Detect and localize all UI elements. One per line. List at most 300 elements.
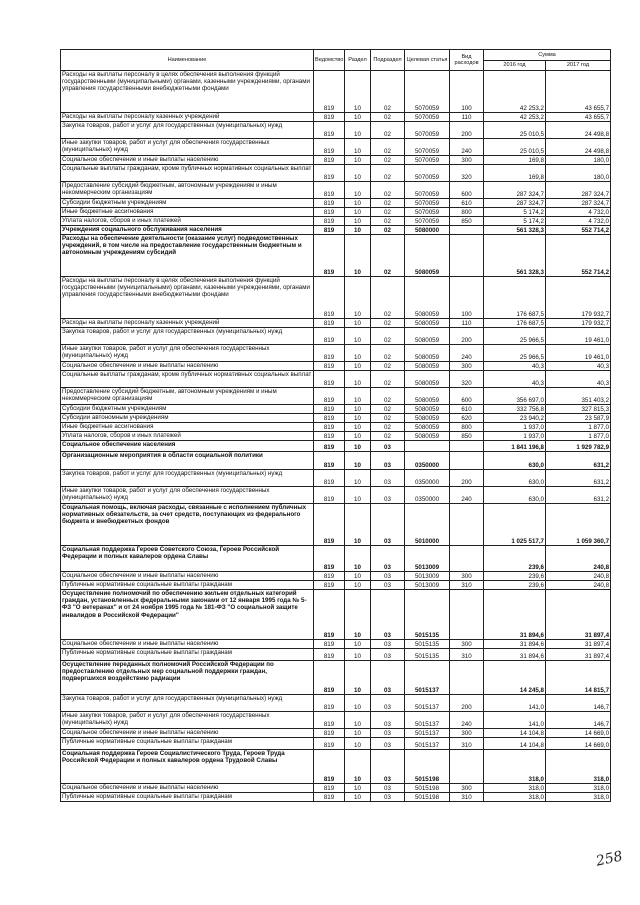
cell-s: 10 <box>345 235 371 277</box>
cell-d: 819 <box>314 784 345 793</box>
cell-t: 240 <box>450 345 484 362</box>
cell-ss: 03 <box>371 649 405 661</box>
cell-d: 819 <box>314 165 345 182</box>
cell-name: Социальная поддержка Героев Советского Союза, Героев Российской Федерации и полных кавалеров ордена Славы <box>61 546 314 572</box>
cell-ss: 02 <box>371 362 405 371</box>
cell-d: 819 <box>314 371 345 388</box>
cell-s: 10 <box>345 199 371 208</box>
cell-d: 819 <box>314 122 345 139</box>
cell-v1: 25 966,5 <box>484 345 546 362</box>
cell-v2: 14 669,0 <box>546 738 611 750</box>
cell-d: 819 <box>314 182 345 199</box>
cell-d: 819 <box>314 581 345 590</box>
cell-a: 5070059 <box>405 156 450 165</box>
cell-s: 10 <box>345 784 371 793</box>
cell-v2: 14 669,0 <box>546 729 611 738</box>
table-row <box>61 345 611 362</box>
table-row <box>61 208 611 217</box>
cell-v2: 14 815,7 <box>546 661 611 695</box>
cell-v2: 146,7 <box>546 712 611 729</box>
cell-a: 5080059 <box>405 345 450 362</box>
cell-v1: 40,3 <box>484 362 546 371</box>
cell-v2: 1 877,0 <box>546 423 611 432</box>
cell-a: 0350000 <box>405 487 450 504</box>
cell-s: 10 <box>345 572 371 581</box>
cell-v1: 31 894,6 <box>484 649 546 661</box>
cell-v1: 332 756,8 <box>484 405 546 414</box>
cell-name: Предоставление субсидий бюджетным, автономным учреждениям и иным некоммерческим организациям <box>61 182 314 199</box>
cell-name: Иные закупки товаров, работ и услуг для обеспечения государственных (муниципальных) нужд <box>61 345 314 362</box>
cell-v2: 43 655,7 <box>546 113 611 122</box>
cell-name: Социальное обеспечение и иные выплаты населению <box>61 156 314 165</box>
cell-a: 5070059 <box>405 208 450 217</box>
cell-ss: 02 <box>371 423 405 432</box>
cell-d: 819 <box>314 590 345 640</box>
cell-s: 10 <box>345 432 371 441</box>
cell-s: 10 <box>345 208 371 217</box>
cell-t: 110 <box>450 319 484 328</box>
cell-v2: 40,3 <box>546 371 611 388</box>
budget-table <box>60 49 611 802</box>
cell-v1: 1 937,0 <box>484 432 546 441</box>
cell-name: Социальное обеспечение населения <box>61 441 314 452</box>
cell-d: 819 <box>314 649 345 661</box>
cell-a: 5070059 <box>405 182 450 199</box>
cell-ss: 02 <box>371 139 405 156</box>
table-row <box>61 405 611 414</box>
cell-d: 819 <box>314 729 345 738</box>
cell-v2: 552 714,2 <box>546 235 611 277</box>
cell-v2: 318,0 <box>546 750 611 784</box>
cell-s: 10 <box>345 712 371 729</box>
table-row <box>61 235 611 277</box>
cell-v1: 25 966,5 <box>484 328 546 345</box>
cell-v1: 287 324,7 <box>484 199 546 208</box>
cell-t <box>450 504 484 546</box>
cell-v1: 141,0 <box>484 695 546 712</box>
cell-ss: 02 <box>371 199 405 208</box>
cell-v2: 240,8 <box>546 572 611 581</box>
cell-name: Закупка товаров, работ и услуг для государственных (муниципальных) нужд <box>61 695 314 712</box>
cell-v1: 169,8 <box>484 156 546 165</box>
cell-d: 819 <box>314 793 345 802</box>
table-row <box>61 793 611 802</box>
cell-d: 819 <box>314 235 345 277</box>
cell-v2: 240,8 <box>546 581 611 590</box>
cell-d: 819 <box>314 487 345 504</box>
cell-name: Субсидии бюджетным учреждениям <box>61 199 314 208</box>
cell-name: Субсидии автономным учреждениям <box>61 414 314 423</box>
cell-s: 10 <box>345 640 371 649</box>
table-row <box>61 432 611 441</box>
cell-v2: 23 587,9 <box>546 414 611 423</box>
cell-d: 819 <box>314 695 345 712</box>
cell-ss: 02 <box>371 235 405 277</box>
cell-t: 310 <box>450 649 484 661</box>
cell-s: 10 <box>345 328 371 345</box>
cell-t: 610 <box>450 405 484 414</box>
cell-a: 5070059 <box>405 139 450 156</box>
cell-t: 800 <box>450 208 484 217</box>
table-row <box>61 452 611 470</box>
table-row <box>61 71 611 113</box>
cell-ss: 03 <box>371 793 405 802</box>
table-row <box>61 199 611 208</box>
cell-name: Закупка товаров, работ и услуг для государственных (муниципальных) нужд <box>61 122 314 139</box>
cell-d: 819 <box>314 750 345 784</box>
cell-v2: 631,2 <box>546 470 611 487</box>
table-row <box>61 319 611 328</box>
cell-d: 819 <box>314 661 345 695</box>
cell-ss: 02 <box>371 328 405 345</box>
budget-table-page <box>60 49 610 802</box>
cell-name: Предоставление субсидий бюджетным, автономным учреждениям и иным некоммерческим организациям <box>61 388 314 405</box>
cell-ss: 02 <box>371 113 405 122</box>
cell-a: 5070059 <box>405 113 450 122</box>
cell-v1: 318,0 <box>484 750 546 784</box>
header-section: Раздел <box>345 50 371 71</box>
cell-a: 5080059 <box>405 405 450 414</box>
cell-name: Осуществление полномочий по обеспечению жильем отдельных категорий граждан, установленных федеральными законами от 12 января 1995 года № 5-ФЗ "О ветеранах" и от 24 ноября 1995 года № 181-ФЗ "О социальной защите инвалидов в Российской Федерации" <box>61 590 314 640</box>
table-row <box>61 441 611 452</box>
cell-name: Закупка товаров, работ и услуг для государственных (муниципальных) нужд <box>61 470 314 487</box>
cell-s: 10 <box>345 470 371 487</box>
cell-s: 10 <box>345 122 371 139</box>
cell-v2: 631,2 <box>546 487 611 504</box>
table-row <box>61 729 611 738</box>
cell-d: 819 <box>314 362 345 371</box>
cell-name: Иные бюджетные ассигнования <box>61 423 314 432</box>
table-row <box>61 738 611 750</box>
cell-v2: 24 498,8 <box>546 122 611 139</box>
cell-s: 10 <box>345 649 371 661</box>
cell-ss: 02 <box>371 277 405 319</box>
cell-v1: 31 894,6 <box>484 590 546 640</box>
table-row <box>61 581 611 590</box>
cell-t: 200 <box>450 695 484 712</box>
cell-t: 310 <box>450 581 484 590</box>
header-article: Целевая статья <box>405 50 450 71</box>
cell-name: Публичные нормативные социальные выплаты гражданам <box>61 581 314 590</box>
cell-s: 10 <box>345 504 371 546</box>
cell-ss: 03 <box>371 452 405 470</box>
cell-v1: 561 328,3 <box>484 226 546 235</box>
cell-v1: 25 010,5 <box>484 139 546 156</box>
cell-s: 10 <box>345 319 371 328</box>
cell-ss: 02 <box>371 414 405 423</box>
cell-name: Социальная поддержка Героев Социалистического Труда, Героев Труда Российской Федерации и полных кавалеров ордена Трудовой Славы <box>61 750 314 784</box>
table-row <box>61 590 611 640</box>
table-row <box>61 182 611 199</box>
cell-v2: 179 932,7 <box>546 319 611 328</box>
cell-a: 5080059 <box>405 371 450 388</box>
cell-s: 10 <box>345 423 371 432</box>
cell-a: 5015137 <box>405 738 450 750</box>
cell-ss: 02 <box>371 156 405 165</box>
cell-name: Закупка товаров, работ и услуг для государственных (муниципальных) нужд <box>61 328 314 345</box>
cell-a: 5070059 <box>405 199 450 208</box>
cell-s: 10 <box>345 750 371 784</box>
cell-t: 240 <box>450 712 484 729</box>
handwritten-page-number: 258 <box>594 848 625 870</box>
cell-ss: 02 <box>371 226 405 235</box>
header-dept: Ведомство <box>314 50 345 71</box>
cell-s: 10 <box>345 165 371 182</box>
cell-a: 5080059 <box>405 328 450 345</box>
cell-a: 5015137 <box>405 661 450 695</box>
cell-ss: 03 <box>371 470 405 487</box>
cell-t <box>450 226 484 235</box>
cell-s: 10 <box>345 729 371 738</box>
cell-v1: 176 687,5 <box>484 319 546 328</box>
cell-name: Социальное обеспечение и иные выплаты населению <box>61 784 314 793</box>
cell-ss: 03 <box>371 487 405 504</box>
table-row <box>61 226 611 235</box>
cell-name: Организационные мероприятия в области социальной политики <box>61 452 314 470</box>
cell-ss: 03 <box>371 640 405 649</box>
table-row <box>61 487 611 504</box>
cell-v2: 31 897,4 <box>546 590 611 640</box>
cell-name: Иные закупки товаров, работ и услуг для обеспечения государственных (муниципальных) нужд <box>61 487 314 504</box>
cell-ss: 02 <box>371 122 405 139</box>
cell-v1: 287 324,7 <box>484 182 546 199</box>
cell-d: 819 <box>314 441 345 452</box>
cell-t: 600 <box>450 388 484 405</box>
cell-v1: 630,0 <box>484 452 546 470</box>
cell-v1: 318,0 <box>484 793 546 802</box>
cell-a: 0350000 <box>405 452 450 470</box>
cell-a: 5080059 <box>405 432 450 441</box>
cell-v1: 40,3 <box>484 371 546 388</box>
cell-name: Иные бюджетные ассигнования <box>61 208 314 217</box>
cell-t <box>450 661 484 695</box>
cell-v1: 42 253,2 <box>484 113 546 122</box>
cell-name: Осуществление переданных полномочий Российской Федерации по предоставлению отдельных мер социальной поддержки граждан, подвергшихся воздействию радиации <box>61 661 314 695</box>
cell-name: Публичные нормативные социальные выплаты гражданам <box>61 793 314 802</box>
cell-ss: 03 <box>371 581 405 590</box>
header-2017: 2017 год <box>546 61 611 71</box>
cell-ss: 03 <box>371 661 405 695</box>
table-row <box>61 139 611 156</box>
cell-name: Социальное обеспечение и иные выплаты населению <box>61 572 314 581</box>
header-2016: 2016 год <box>484 61 546 71</box>
table-row <box>61 388 611 405</box>
cell-name: Иные закупки товаров, работ и услуг для обеспечения государственных (муниципальных) нужд <box>61 139 314 156</box>
cell-v2: 31 897,4 <box>546 649 611 661</box>
table-row <box>61 640 611 649</box>
cell-v2: 1 929 782,9 <box>546 441 611 452</box>
cell-s: 10 <box>345 452 371 470</box>
cell-t: 200 <box>450 328 484 345</box>
cell-s: 10 <box>345 226 371 235</box>
cell-t: 320 <box>450 371 484 388</box>
header-name: Наименование <box>61 50 314 71</box>
cell-v1: 1 937,0 <box>484 423 546 432</box>
cell-d: 819 <box>314 319 345 328</box>
cell-ss: 02 <box>371 217 405 226</box>
cell-d: 819 <box>314 226 345 235</box>
cell-d: 819 <box>314 423 345 432</box>
table-row <box>61 414 611 423</box>
cell-name: Расходы на выплаты персоналу казенных учреждений <box>61 113 314 122</box>
cell-v2: 24 498,8 <box>546 139 611 156</box>
cell-d: 819 <box>314 217 345 226</box>
table-row <box>61 328 611 345</box>
cell-v1: 318,0 <box>484 784 546 793</box>
cell-v2: 19 461,0 <box>546 345 611 362</box>
cell-v1: 5 174,2 <box>484 217 546 226</box>
table-row <box>61 217 611 226</box>
cell-name: Социальное обеспечение и иные выплаты населению <box>61 362 314 371</box>
cell-d: 819 <box>314 470 345 487</box>
table-row <box>61 784 611 793</box>
cell-v1: 31 894,6 <box>484 640 546 649</box>
cell-s: 10 <box>345 388 371 405</box>
cell-t: 320 <box>450 165 484 182</box>
table-row <box>61 156 611 165</box>
cell-t: 300 <box>450 640 484 649</box>
table-row <box>61 122 611 139</box>
cell-ss: 03 <box>371 590 405 640</box>
cell-ss: 03 <box>371 572 405 581</box>
cell-t: 300 <box>450 784 484 793</box>
cell-t: 300 <box>450 156 484 165</box>
cell-v1: 14 104,8 <box>484 738 546 750</box>
cell-v2: 31 897,4 <box>546 640 611 649</box>
cell-v1: 239,6 <box>484 581 546 590</box>
cell-ss: 02 <box>371 405 405 414</box>
cell-d: 819 <box>314 414 345 423</box>
cell-a: 5013009 <box>405 581 450 590</box>
cell-v1: 1 841 196,8 <box>484 441 546 452</box>
cell-v2: 19 461,0 <box>546 328 611 345</box>
cell-v1: 1 025 517,7 <box>484 504 546 546</box>
cell-v2: 287 324,7 <box>546 199 611 208</box>
header-sum: Сумма <box>484 50 611 61</box>
cell-v1: 25 010,5 <box>484 122 546 139</box>
cell-t <box>450 441 484 452</box>
cell-v2: 240,8 <box>546 546 611 572</box>
cell-name: Расходы на выплаты персоналу в целях обеспечения выполнения функций государственными (муниципальными) органами, казенными учреждениями, органами управления государственными внебюджетными фондами <box>61 71 314 113</box>
cell-v2: 552 714,2 <box>546 226 611 235</box>
cell-s: 10 <box>345 71 371 113</box>
table-row <box>61 470 611 487</box>
cell-s: 10 <box>345 590 371 640</box>
cell-s: 10 <box>345 277 371 319</box>
cell-ss: 03 <box>371 504 405 546</box>
cell-t: 610 <box>450 199 484 208</box>
cell-t: 200 <box>450 470 484 487</box>
cell-t: 300 <box>450 572 484 581</box>
cell-v2: 327 815,3 <box>546 405 611 414</box>
cell-name: Уплата налогов, сборов и иных платежей <box>61 217 314 226</box>
cell-s: 10 <box>345 695 371 712</box>
cell-v1: 5 174,2 <box>484 208 546 217</box>
cell-name: Субсидии бюджетным учреждениям <box>61 405 314 414</box>
cell-ss: 02 <box>371 319 405 328</box>
header-type: Вид расходов <box>450 50 484 71</box>
cell-t: 100 <box>450 277 484 319</box>
cell-s: 10 <box>345 217 371 226</box>
cell-a: 5015137 <box>405 695 450 712</box>
cell-a: 5070059 <box>405 71 450 113</box>
cell-t: 600 <box>450 182 484 199</box>
cell-a: 5080059 <box>405 235 450 277</box>
cell-name: Социальное обеспечение и иные выплаты населению <box>61 729 314 738</box>
cell-ss: 03 <box>371 784 405 793</box>
cell-t: 240 <box>450 139 484 156</box>
cell-ss: 03 <box>371 750 405 784</box>
cell-v2: 179 932,7 <box>546 277 611 319</box>
cell-v2: 1 059 360,7 <box>546 504 611 546</box>
cell-name: Учреждения социального обслуживания населения <box>61 226 314 235</box>
cell-v2: 351 403,2 <box>546 388 611 405</box>
cell-v2: 146,7 <box>546 695 611 712</box>
cell-a: 5015135 <box>405 590 450 640</box>
table-row <box>61 165 611 182</box>
cell-name: Расходы на выплаты персоналу в целях обеспечения выполнения функций государственными (муниципальными) органами, казенными учреждениями, органами управления государственными внебюджетными фондами <box>61 277 314 319</box>
cell-v1: 14 104,8 <box>484 729 546 738</box>
cell-name: Уплата налогов, сборов и иных платежей <box>61 432 314 441</box>
cell-d: 819 <box>314 405 345 414</box>
cell-name: Расходы на выплаты персоналу казенных учреждений <box>61 319 314 328</box>
cell-a: 5080059 <box>405 319 450 328</box>
cell-a: 5080000 <box>405 226 450 235</box>
cell-v2: 180,0 <box>546 165 611 182</box>
cell-v1: 23 940,2 <box>484 414 546 423</box>
cell-ss: 02 <box>371 345 405 362</box>
table-row <box>61 750 611 784</box>
table-row <box>61 277 611 319</box>
cell-d: 819 <box>314 388 345 405</box>
cell-a: 5015198 <box>405 784 450 793</box>
cell-t: 620 <box>450 414 484 423</box>
cell-v1: 141,0 <box>484 712 546 729</box>
cell-d: 819 <box>314 345 345 362</box>
cell-a: 5080059 <box>405 362 450 371</box>
cell-a: 5080059 <box>405 277 450 319</box>
cell-s: 10 <box>345 139 371 156</box>
header-subsection: Подраздел <box>371 50 405 71</box>
cell-d: 819 <box>314 738 345 750</box>
cell-ss: 03 <box>371 441 405 452</box>
cell-s: 10 <box>345 661 371 695</box>
cell-a: 5010000 <box>405 504 450 546</box>
cell-ss: 03 <box>371 729 405 738</box>
cell-t: 240 <box>450 487 484 504</box>
cell-d: 819 <box>314 572 345 581</box>
cell-name: Социальная помощь, включая расходы, связанные с исполнением публичных нормативных обязательств, за счет средств, поступающих из федерального бюджета и внебюджетных фондов <box>61 504 314 546</box>
cell-s: 10 <box>345 414 371 423</box>
cell-t: 300 <box>450 362 484 371</box>
cell-t: 200 <box>450 122 484 139</box>
cell-a: 5080059 <box>405 423 450 432</box>
cell-v1: 14 245,8 <box>484 661 546 695</box>
cell-a: 5015137 <box>405 729 450 738</box>
cell-v2: 631,2 <box>546 452 611 470</box>
cell-d: 819 <box>314 199 345 208</box>
cell-v1: 239,6 <box>484 546 546 572</box>
cell-d: 819 <box>314 277 345 319</box>
cell-s: 10 <box>345 182 371 199</box>
cell-t: 110 <box>450 113 484 122</box>
cell-ss: 03 <box>371 712 405 729</box>
cell-s: 10 <box>345 487 371 504</box>
cell-t <box>450 750 484 784</box>
cell-d: 819 <box>314 432 345 441</box>
cell-v2: 287 324,7 <box>546 182 611 199</box>
cell-d: 819 <box>314 452 345 470</box>
